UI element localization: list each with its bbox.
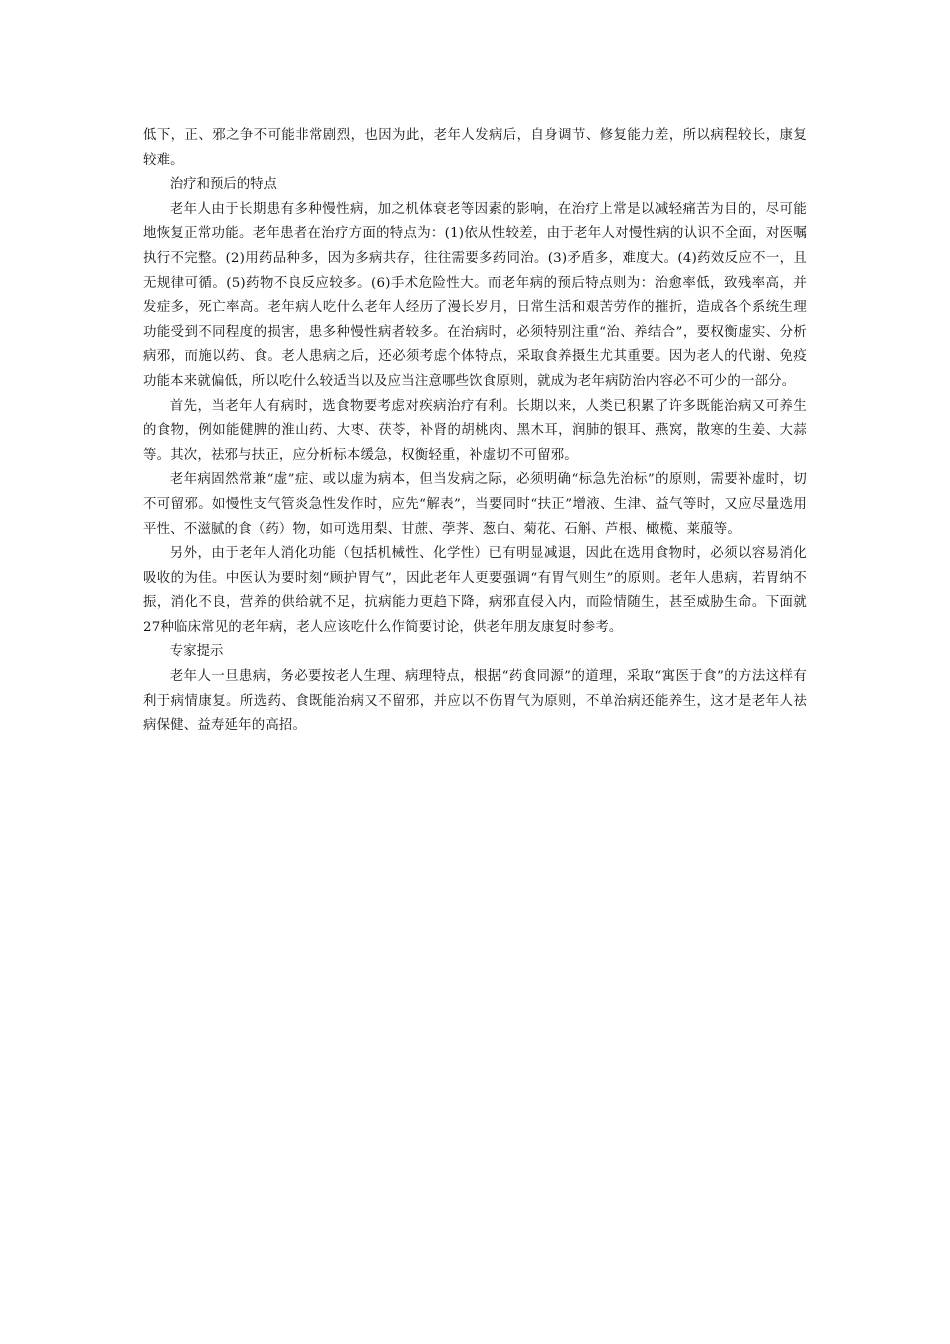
paragraph-food-choice: 首先，当老年人有病时，选食物要考虑对疾病治疗有利。长期以来，人类已积累了许多既能治病又可养生的食物，例如能健脾的淮山药、大枣、茯苓，补肾的胡桃肉、黑木耳，润肺的银耳、燕窝，散寒的生姜、大蒜等。其次，祛邪与扶正，应分析标本缓急，权衡轻重，补虚切不可留邪。 — [143, 398, 807, 463]
paragraph-continuation: 低下，正、邪之争不可能非常剧烈，也因为此，老年人发病后，自身调节、修复能力差，所以病程较长，康复较难。 — [143, 128, 807, 168]
paragraph-digestion: 另外，由于老年人消化功能（包括机械性、化学性）已有明显减退，因此在选用食物时，必须以容易消化吸收的为佳。中医认为要时刻“顾护胃气”，因此老年人更要强调“有胃气则生”的原则。老年人患病，若胃纳不振，消化不良，营养的供给就不足，抗病能力更趋下降，病邪直侵入内，而险情随生，甚至威胁生命。下面就27种临床常见的老年病，老人应该吃什么作简要讨论，供老年朋友康复时参考。 — [143, 546, 807, 635]
section-heading-treatment: 治疗和预后的特点 — [169, 177, 277, 193]
paragraph-deficiency: 老年病固然常兼“虚”症、或以虚为病本，但当发病之际，必须明确“标急先治标”的原则，需要补虚时，切不可留邪。如慢性支气管炎急性发作时，应先“解表”，当要同时“扶正”增液、生津、益气等时，又应尽量选用平性、不滋腻的食（药）物，如可选用梨、甘蔗、荸荠、葱白、菊花、石斛、芦根、橄榄、莱菔等。 — [143, 472, 807, 537]
paragraph-treatment: 老年人由于长期患有多种慢性病，加之机体衰老等因素的影响，在治疗上常是以减轻痛苦为目的，尽可能地恢复正常功能。老年患者在治疗方面的特点为：(1)依从性较差，由于老年人对慢性病的认识不全面，对医嘱执行不完整。(2)用药品种多，因为多病共存，往往需要多药同治。(3)矛盾多，难度大。(4)药效反应不一，且无规律可循。(5)药物不良反应较多。(6)手术危险性大。而老年病的预后特点则为：治愈率低，致残率高，并发症多，死亡率高。老年病人吃什么老年人经历了漫长岁月，日常生活和艰苦劳作的摧折，造成各个系统生理功能受到不同程度的损害，患多种慢性病者较多。在治病时，必须特别注重“治、养结合”，要权衡虚实、分析病邪，而施以药、食。老人患病之后，还必须考虑个体特点，采取食养摄生尤其重要。因为老人的代谢、免疫功能本来就偏低，所以吃什么较适当以及应当注意哪些饮食原则，就成为老年病防治内容必不可少的一部分。 — [143, 201, 807, 389]
paragraph-expert-tips: 老年人一旦患病，务必要按老人生理、病理特点，根据“药食同源”的道理，采取“寓医于食”的方法这样有利于病情康复。所选药、食既能治病又不留邪，并应以不伤胃气为原则，不单治病还能养生，这才是老年人祛病保健、益寿延年的高招。 — [143, 669, 807, 734]
document-page — [143, 124, 807, 739]
section-heading-expert-tips: 专家提示 — [169, 644, 224, 660]
